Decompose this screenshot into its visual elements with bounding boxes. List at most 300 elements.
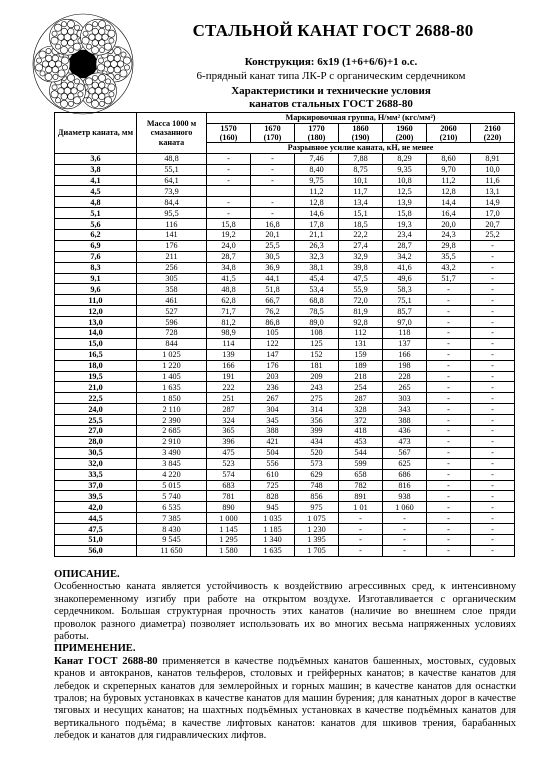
- breaking-force-cell: 131: [339, 338, 383, 349]
- breaking-force-cell: 49,6: [383, 273, 427, 284]
- breaking-force-cell: 81,2: [207, 317, 251, 328]
- diameter-cell: 25,5: [55, 415, 137, 426]
- wire: [68, 47, 73, 52]
- breaking-force-cell: 58,3: [383, 284, 427, 295]
- grade-header: [383, 123, 427, 142]
- breaking-force-cell: 43,2: [427, 262, 471, 273]
- breaking-force-cell: 32,9: [339, 251, 383, 262]
- usage-heading: ПРИМЕНЕНИЕ.: [54, 643, 136, 655]
- breaking-force-cell: 20,1: [251, 230, 295, 241]
- mass-cell: 1 850: [137, 393, 207, 404]
- breaking-force-cell: -: [339, 545, 383, 556]
- mass-cell: 1 025: [137, 349, 207, 360]
- breaking-force-cell: 189: [339, 360, 383, 371]
- breaking-force-cell: -: [427, 328, 471, 339]
- diameter-cell: 28,0: [55, 436, 137, 447]
- mass-cell: 7 385: [137, 513, 207, 524]
- breaking-force-cell: 25,5: [251, 240, 295, 251]
- grade-value: 1960: [396, 123, 413, 133]
- breaking-force-cell: 41,5: [207, 273, 251, 284]
- breaking-force-cell: 473: [383, 436, 427, 447]
- wire: [60, 100, 67, 107]
- diameter-cell: 15,0: [55, 338, 137, 349]
- wire: [108, 67, 114, 73]
- wire-rope-cross-section-icon: [22, 12, 144, 116]
- grade-value-kgf: (210): [439, 132, 458, 142]
- table-row: [55, 480, 515, 491]
- wire: [99, 47, 104, 52]
- wire: [61, 93, 67, 99]
- breaking-force-cell: 51,7: [427, 273, 471, 284]
- wire: [58, 70, 65, 77]
- diameter-cell: 4,1: [55, 175, 137, 186]
- breaking-force-cell: 421: [251, 436, 295, 447]
- breaking-force-cell: -: [427, 284, 471, 295]
- wire: [99, 28, 105, 34]
- usage-body: применяется в качестве подъёмных канатов башенных, мостовых, судовых кранов и автокранов, канатов тельферов, столовых и грейферных канатов; в качестве канатов для лебедок и скреперных канатов для землеройных и горных машин; в качестве канатов для оснастки тралов; на буровых установках в качестве канатов для машин бурения; для канатных дорог в качестве тяговых и несущих канатов; на шахтных подъёмных установках в качестве подъёмных канатов для вертикального подъёма; в качестве лифтовых канатов: канатов для шкивов трения, барабанных лебедок и канатов для гидравлических лифтов.: [54, 655, 516, 742]
- breaking-force-cell: 32,3: [295, 251, 339, 262]
- table-row: [55, 306, 515, 317]
- table-row: [55, 251, 515, 262]
- diameter-cell: 27,0: [55, 426, 137, 437]
- breaking-force-cell: 218: [339, 371, 383, 382]
- breaking-force-cell: 26,3: [295, 240, 339, 251]
- breaking-force-cell: -: [471, 251, 515, 262]
- breaking-force-cell: 159: [339, 349, 383, 360]
- diameter-cell: 16,5: [55, 349, 137, 360]
- table-row: [55, 197, 515, 208]
- wire: [117, 61, 123, 67]
- breaking-force-cell: 287: [207, 404, 251, 415]
- mass-cell: 844: [137, 338, 207, 349]
- breaking-force-cell: 251: [207, 393, 251, 404]
- breaking-force-cell: 8,40: [295, 164, 339, 175]
- breaking-force-cell: 891: [339, 491, 383, 502]
- wire: [71, 34, 77, 40]
- wire: [89, 34, 95, 40]
- breaking-force-cell: 10,1: [339, 175, 383, 186]
- breaking-force-cell: 10,0: [471, 164, 515, 175]
- mass-cell: 5 740: [137, 491, 207, 502]
- mass-cell: 2 390: [137, 415, 207, 426]
- grade-value: 1670: [264, 123, 281, 133]
- grade-value-kgf: (170): [263, 132, 282, 142]
- breaking-force-cell: 81,9: [339, 306, 383, 317]
- grade-value-kgf: (160): [219, 132, 238, 142]
- wire: [114, 55, 120, 61]
- mass-cell: 5 015: [137, 480, 207, 491]
- mass-cell: 527: [137, 306, 207, 317]
- breaking-force-cell: -: [471, 306, 515, 317]
- table-row: [55, 295, 515, 306]
- diameter-cell: 3,6: [55, 153, 137, 164]
- breaking-force-cell: 725: [251, 480, 295, 491]
- breaking-force-cell: -: [471, 491, 515, 502]
- breaking-force-cell: 44,1: [251, 273, 295, 284]
- breaking-force-cell: 567: [383, 447, 427, 458]
- breaking-force-cell: -: [207, 164, 251, 175]
- mass-cell: 176: [137, 240, 207, 251]
- breaking-force-cell: 8,75: [339, 164, 383, 175]
- breaking-force-cell: 399: [295, 426, 339, 437]
- breaking-force-cell: 1 075: [295, 513, 339, 524]
- breaking-force-cell: -: [427, 426, 471, 437]
- wire: [92, 40, 98, 46]
- breaking-force-cell: 53,4: [295, 284, 339, 295]
- wire: [40, 71, 45, 76]
- breaking-force-cell: -: [471, 273, 515, 284]
- breaking-force-cell: -: [339, 513, 383, 524]
- breaking-force-cell: 781: [207, 491, 251, 502]
- breaking-force-cell: 51,8: [251, 284, 295, 295]
- breaking-force-cell: 24,3: [427, 230, 471, 241]
- breaking-force-cell: -: [427, 371, 471, 382]
- diameter-cell: 11,0: [55, 295, 137, 306]
- breaking-force-cell: -: [471, 284, 515, 295]
- table-row: [55, 502, 515, 513]
- breaking-force-cell: 137: [383, 338, 427, 349]
- breaking-force-cell: 198: [383, 360, 427, 371]
- breaking-force-cell: -: [427, 534, 471, 545]
- breaking-force-cell: -: [471, 447, 515, 458]
- breaking-force-cell: -: [427, 502, 471, 513]
- breaking-force-cell: 47,5: [339, 273, 383, 284]
- breaking-force-cell: 475: [207, 447, 251, 458]
- grade-value: 2160: [484, 123, 501, 133]
- breaking-force-cell: -: [427, 338, 471, 349]
- breaking-force-cell: -: [471, 545, 515, 556]
- breaking-force-cell: 975: [295, 502, 339, 513]
- wire: [52, 31, 57, 36]
- breaking-force-cell: 1 035: [251, 513, 295, 524]
- breaking-force-cell: 105: [251, 328, 295, 339]
- table-row: [55, 415, 515, 426]
- breaking-force-cell: 388: [251, 426, 295, 437]
- grade-value: 2060: [440, 123, 457, 133]
- wire: [71, 88, 77, 94]
- breaking-force-cell: 89,0: [295, 317, 339, 328]
- breaking-force-cell: 76,2: [251, 306, 295, 317]
- breaking-force-cell: 203: [251, 371, 295, 382]
- breaking-force-cell: 625: [383, 458, 427, 469]
- breaking-force-cell: 8,60: [427, 153, 471, 164]
- breaking-force-cell: 816: [383, 480, 427, 491]
- breaking-force-cell: 945: [251, 502, 295, 513]
- breaking-force-cell: 236: [251, 382, 295, 393]
- column-header-mass: Масса 1000 м смазанного каната: [137, 113, 207, 154]
- wire: [73, 43, 80, 50]
- mass-cell: 1 220: [137, 360, 207, 371]
- breaking-force-cell: 782: [339, 480, 383, 491]
- breaking-force-cell: 1 000: [207, 513, 251, 524]
- grade-value: 1770: [308, 123, 325, 133]
- breaking-force-cell: 20,7: [471, 219, 515, 230]
- breaking-force-cell: 112: [339, 328, 383, 339]
- table-row: [55, 524, 515, 535]
- breaking-force-cell: -: [471, 240, 515, 251]
- construction-label: Конструкция: 6x19 (1+6+6/6)+1 о.с.: [244, 56, 418, 68]
- wire: [46, 55, 52, 61]
- breaking-force-cell: 1 060: [383, 502, 427, 513]
- breaking-force-cell: 108: [295, 328, 339, 339]
- wire: [68, 82, 74, 88]
- breaking-force-cell: 573: [295, 458, 339, 469]
- breaking-force-cell: -: [471, 415, 515, 426]
- breaking-force-cell: -: [339, 534, 383, 545]
- grade-header: [471, 123, 515, 142]
- breaking-force-cell: 97,0: [383, 317, 427, 328]
- mass-cell: 1 635: [137, 382, 207, 393]
- wire: [46, 48, 51, 53]
- wire: [104, 43, 111, 50]
- diameter-cell: 18,0: [55, 360, 137, 371]
- wire: [45, 73, 52, 80]
- breaking-force-cell: 1 580: [207, 545, 251, 556]
- wire: [52, 55, 58, 61]
- breaking-force-cell: 9,70: [427, 164, 471, 175]
- table-row: [55, 436, 515, 447]
- diameter-cell: 24,0: [55, 404, 137, 415]
- breaking-force-cell: 13,9: [383, 197, 427, 208]
- breaking-force-cell: -: [471, 436, 515, 447]
- table-row: [55, 328, 515, 339]
- breaking-force-cell: 27,4: [339, 240, 383, 251]
- wire: [61, 57, 68, 64]
- breaking-force-cell: 86,8: [251, 317, 295, 328]
- wire: [89, 88, 95, 94]
- breaking-force-cell: 610: [251, 469, 295, 480]
- breaking-force-cell: 556: [251, 458, 295, 469]
- breaking-force-cell: -: [427, 404, 471, 415]
- table-row: [55, 469, 515, 480]
- table-row: [55, 186, 515, 197]
- wire: [114, 67, 120, 73]
- wire: [109, 38, 114, 43]
- grade-header: [295, 123, 339, 142]
- breaking-force-cell: -: [207, 197, 251, 208]
- diameter-cell: 5,1: [55, 208, 137, 219]
- wire: [58, 88, 64, 94]
- wire: [121, 52, 126, 57]
- wire: [108, 30, 115, 37]
- breaking-force-cell: 574: [207, 469, 251, 480]
- breaking-force-cell: 28,7: [383, 240, 427, 251]
- wire: [98, 21, 105, 28]
- table-row: [55, 273, 515, 284]
- breaking-force-cell: 1 145: [207, 524, 251, 535]
- breaking-force-cell: 343: [383, 404, 427, 415]
- breaking-force-cell: -: [471, 349, 515, 360]
- wire: [102, 34, 108, 40]
- mass-cell: 64,1: [137, 175, 207, 186]
- breaking-force-cell: 16,8: [251, 219, 295, 230]
- breaking-force-cell: 15,8: [383, 208, 427, 219]
- table-row: [55, 208, 515, 219]
- breaking-force-cell: 122: [251, 338, 295, 349]
- breaking-force-cell: 453: [339, 436, 383, 447]
- breaking-force-cell: 29,8: [427, 240, 471, 251]
- diameter-cell: 9,6: [55, 284, 137, 295]
- description-heading: ОПИСАНИЕ.: [54, 569, 120, 580]
- breaking-force-cell: 55,9: [339, 284, 383, 295]
- wire: [98, 58, 103, 63]
- mass-cell: 358: [137, 284, 207, 295]
- breaking-force-cell: -: [383, 524, 427, 535]
- mass-cell: 728: [137, 328, 207, 339]
- mass-cell: 6 535: [137, 502, 207, 513]
- grade-value-kgf: (190): [351, 132, 370, 142]
- mass-cell: 211: [137, 251, 207, 262]
- breaking-force-cell: 243: [295, 382, 339, 393]
- breaking-force-cell: 544: [339, 447, 383, 458]
- wire: [83, 31, 88, 36]
- breaking-force-cell: -: [427, 306, 471, 317]
- breaking-force-cell: [251, 186, 295, 197]
- wire: [46, 67, 52, 73]
- breaking-force-cell: 15,1: [339, 208, 383, 219]
- wire: [54, 24, 61, 31]
- breaking-force-cell: 1 01: [339, 502, 383, 513]
- wire: [53, 74, 58, 79]
- diameter-cell: 37,0: [55, 480, 137, 491]
- wire: [60, 46, 67, 53]
- page-title: СТАЛЬНОЙ КАНАТ ГОСТ 2688-80: [192, 21, 474, 40]
- breaking-force-cell: 345: [251, 415, 295, 426]
- breaking-force-cell: 683: [207, 480, 251, 491]
- grade-header: [207, 123, 251, 142]
- breaking-force-cell: -: [471, 480, 515, 491]
- diameter-cell: 6,9: [55, 240, 137, 251]
- breaking-force-cell: 118: [383, 328, 427, 339]
- column-header-grade: Маркировочная группа, Н/мм² (кгс/мм²): [207, 113, 515, 124]
- wire: [120, 70, 127, 77]
- breaking-force-cell: -: [471, 360, 515, 371]
- breaking-force-cell: -: [427, 436, 471, 447]
- breaking-force-cell: 11,6: [471, 175, 515, 186]
- diameter-cell: 14,0: [55, 328, 137, 339]
- breaking-force-cell: 209: [295, 371, 339, 382]
- breaking-force-cell: -: [471, 458, 515, 469]
- table-row: [55, 349, 515, 360]
- construction-description: 6-прядный канат типа ЛК-Р с органическим сердечником: [196, 70, 466, 82]
- breaking-force-cell: 938: [383, 491, 427, 502]
- breaking-force-cell: 13,4: [339, 197, 383, 208]
- breaking-force-cell: 504: [251, 447, 295, 458]
- wire: [85, 24, 92, 31]
- breaking-force-cell: 287: [339, 393, 383, 404]
- breaking-force-cell: 228: [383, 371, 427, 382]
- breaking-force-cell: [207, 186, 251, 197]
- wire: [61, 40, 67, 46]
- diameter-cell: 7,6: [55, 251, 137, 262]
- table-row: [55, 426, 515, 437]
- breaking-force-cell: -: [251, 197, 295, 208]
- wire: [36, 58, 41, 63]
- wire: [82, 37, 89, 44]
- breaking-force-cell: 9,35: [383, 164, 427, 175]
- breaking-force-cell: 68,8: [295, 295, 339, 306]
- breaking-force-cell: 8,91: [471, 153, 515, 164]
- wire: [92, 28, 98, 34]
- table-row: [55, 545, 515, 556]
- usage-text: [54, 656, 516, 743]
- breaking-force-cell: 62,8: [207, 295, 251, 306]
- wire: [68, 40, 74, 46]
- breaking-force-cell: 828: [251, 491, 295, 502]
- breaking-force-cell: 267: [251, 393, 295, 404]
- breaking-force-cell: -: [471, 382, 515, 393]
- wire: [124, 65, 129, 70]
- mass-cell: 73,9: [137, 186, 207, 197]
- wire: [68, 28, 74, 34]
- breaking-force-cell: -: [427, 447, 471, 458]
- grade-value: 1570: [220, 123, 237, 133]
- diameter-cell: 44,5: [55, 513, 137, 524]
- diameter-cell: 12,0: [55, 306, 137, 317]
- column-header-breaking-force: Разрывное усилие каната, кН, не менее: [207, 142, 515, 153]
- wire: [55, 44, 60, 49]
- breaking-force-cell: 176: [251, 360, 295, 371]
- column-header-diameter: Диаметр каната, мм: [55, 113, 137, 154]
- breaking-force-cell: -: [427, 349, 471, 360]
- breaking-force-cell: 114: [207, 338, 251, 349]
- wire: [123, 57, 130, 64]
- breaking-force-cell: 890: [207, 502, 251, 513]
- wire: [109, 92, 114, 97]
- breaking-force-cell: 45,4: [295, 273, 339, 284]
- description-section: [54, 569, 516, 743]
- wire: [51, 91, 58, 98]
- table-row: [55, 513, 515, 524]
- table-row: [55, 371, 515, 382]
- wire: [52, 67, 58, 73]
- breaking-force-cell: -: [471, 513, 515, 524]
- wire: [35, 64, 42, 71]
- breaking-force-cell: -: [427, 491, 471, 502]
- diameter-cell: 13,0: [55, 317, 137, 328]
- breaking-force-cell: 254: [339, 382, 383, 393]
- breaking-force-cell: -: [427, 360, 471, 371]
- wire: [62, 65, 67, 70]
- breaking-force-cell: 19,2: [207, 230, 251, 241]
- breaking-force-cell: 1 395: [295, 534, 339, 545]
- breaking-force-cell: -: [427, 469, 471, 480]
- table-row: [55, 230, 515, 241]
- wire: [67, 74, 74, 81]
- breaking-force-cell: 658: [339, 469, 383, 480]
- grade-value-kgf: (200): [395, 132, 414, 142]
- table-row: [55, 164, 515, 175]
- breaking-force-cell: 19,3: [383, 219, 427, 230]
- breaking-force-cell: 34,2: [383, 251, 427, 262]
- wire: [108, 84, 115, 91]
- wire: [104, 61, 110, 67]
- breaking-force-cell: 12,5: [383, 186, 427, 197]
- breaking-force-cell: -: [471, 262, 515, 273]
- breaking-force-cell: 10,8: [383, 175, 427, 186]
- breaking-force-cell: 71,7: [207, 306, 251, 317]
- breaking-force-cell: 7,46: [295, 153, 339, 164]
- breaking-force-cell: -: [471, 338, 515, 349]
- breaking-force-cell: -: [427, 317, 471, 328]
- breaking-force-cell: 78,5: [295, 306, 339, 317]
- breaking-force-cell: -: [383, 534, 427, 545]
- table-row: [55, 153, 515, 164]
- breaking-force-cell: 12,8: [427, 186, 471, 197]
- breaking-force-cell: 434: [295, 436, 339, 447]
- diameter-cell: 39,5: [55, 491, 137, 502]
- breaking-force-cell: 14,6: [295, 208, 339, 219]
